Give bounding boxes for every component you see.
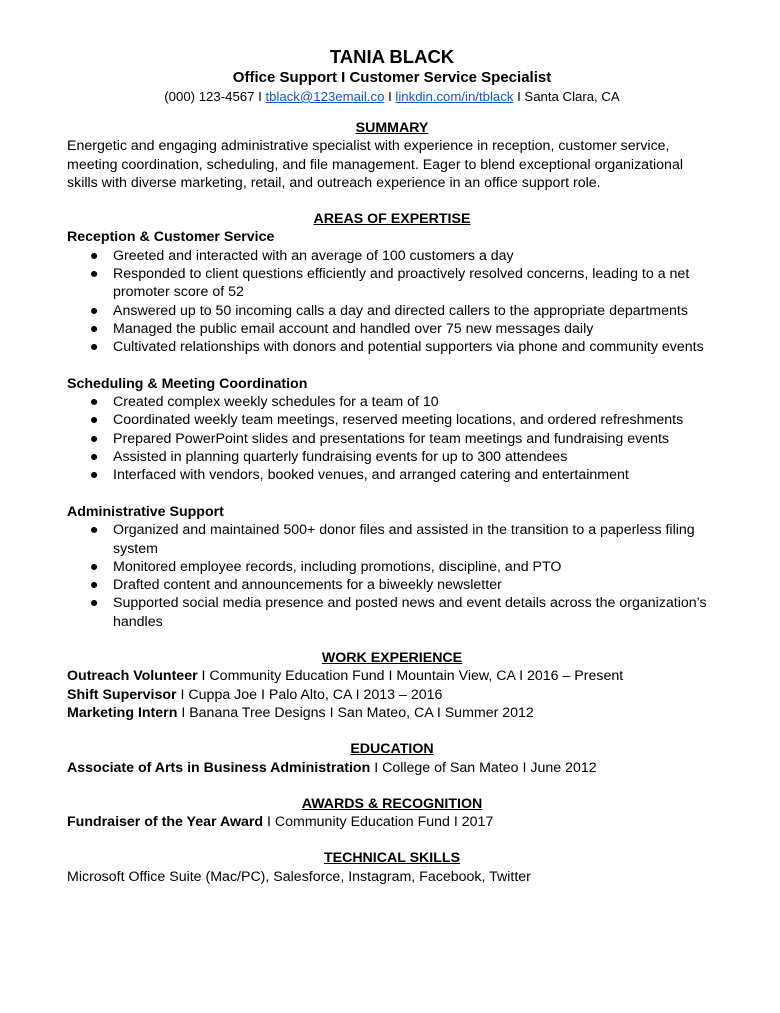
list-item	[67, 320, 717, 338]
candidate-title: Office Support I Customer Service Specialist	[232, 69, 552, 86]
bullet-icon: ●	[89, 449, 99, 466]
work-role: Shift Supervisor	[67, 686, 177, 703]
expertise-group-admin	[67, 503, 717, 631]
work-role: Outreach Volunteer	[67, 668, 198, 685]
work-role: Marketing Intern	[67, 704, 178, 721]
list-item	[67, 265, 717, 302]
linkedin-link[interactable]: linkdin.com/in/tblack	[395, 89, 514, 104]
contact-line	[67, 88, 717, 106]
list-item	[67, 430, 717, 448]
bullet-list	[67, 521, 717, 631]
list-item-text: Organized and maintained 500+ donor files and assisted in the transition to a paperless filing system	[113, 522, 695, 557]
list-item-text: Monitored employee records, including promotions, discipline, and PTO	[113, 558, 562, 575]
list-item-text: Coordinated weekly team meetings, reserved meeting locations, and ordered refreshments	[113, 412, 684, 429]
list-item	[67, 594, 717, 631]
education-entry	[67, 759, 717, 777]
list-item-text: Cultivated relationships with donors and potential supporters via phone and community events	[113, 339, 704, 356]
bullet-icon: ●	[89, 266, 99, 283]
list-item	[67, 521, 717, 558]
work-entry	[67, 704, 717, 722]
education-heading: EDUCATION	[350, 741, 434, 758]
bullet-icon: ●	[89, 522, 99, 539]
list-item-text: Drafted content and announcements for a biweekly newsletter	[113, 577, 502, 594]
list-item	[67, 247, 717, 265]
expertise-group-reception	[67, 228, 717, 356]
list-item	[67, 302, 717, 320]
bullet-icon: ●	[89, 339, 99, 356]
list-item-text: Supported social media presence and posted news and event details across the organization’s handles	[113, 595, 707, 630]
bullet-icon: ●	[89, 394, 99, 411]
awards-heading: AWARDS & RECOGNITION	[301, 795, 483, 812]
expertise-group-heading: Administrative Support	[67, 503, 224, 520]
list-item	[67, 338, 717, 356]
separator: I	[513, 89, 525, 104]
expertise-heading: AREAS OF EXPERTISE	[313, 211, 471, 228]
bullet-icon: ●	[89, 595, 99, 612]
list-item	[67, 411, 717, 429]
bullet-icon: ●	[89, 412, 99, 429]
list-item	[67, 448, 717, 466]
award-details: I Community Education Fund I 2017	[263, 814, 494, 831]
expertise-group-heading: Scheduling & Meeting Coordination	[67, 375, 308, 392]
list-item-text: Assisted in planning quarterly fundraising events for up to 300 attendees	[113, 449, 568, 466]
list-item-text: Greeted and interacted with an average of 100 customers a day	[113, 247, 514, 264]
list-item-text: Created complex weekly schedules for a team of 10	[113, 394, 439, 411]
list-item-text: Answered up to 50 incoming calls a day and directed callers to the appropriate departments	[113, 302, 688, 319]
work-entry	[67, 686, 717, 704]
expertise-group-scheduling	[67, 375, 717, 485]
degree: Associate of Arts in Business Administration	[67, 759, 371, 776]
bullet-icon: ●	[89, 558, 99, 575]
expertise-group-heading: Reception & Customer Service	[67, 229, 275, 246]
email-link[interactable]: tblack@123email.co	[265, 89, 385, 104]
list-item	[67, 466, 717, 484]
resume-page	[67, 46, 717, 886]
award-entry	[67, 813, 717, 831]
work-details: I Community Education Fund I Mountain View, CA I 2016 – Present	[197, 668, 624, 685]
bullet-list	[67, 247, 717, 357]
award-name: Fundraiser of the Year Award	[67, 814, 264, 831]
list-item	[67, 576, 717, 594]
bullet-icon: ●	[89, 430, 99, 447]
separator: I	[254, 89, 266, 104]
work-details: I Banana Tree Designs I San Mateo, CA I Summer 2012	[177, 704, 534, 721]
skills-text: Microsoft Office Suite (Mac/PC), Salesforce, Instagram, Facebook, Twitter	[67, 868, 531, 885]
bullet-icon: ●	[89, 302, 99, 319]
summary-heading: SUMMARY	[355, 120, 429, 136]
bullet-icon: ●	[89, 577, 99, 594]
summary-text: Energetic and engaging administrative specialist with experience in reception, customer service, meeting coordination, scheduling, and file management. Eager to blend exceptional organizational skills with diverse marketing, retail, and outreach experience in an office support role.	[67, 138, 683, 191]
bullet-list	[67, 393, 717, 484]
bullet-icon: ●	[89, 320, 99, 337]
list-item-text: Managed the public email account and handled over 75 new messages daily	[113, 320, 594, 337]
work-details: I Cuppa Joe I Palo Alto, CA I 2013 – 2016	[176, 686, 443, 703]
list-item-text: Prepared PowerPoint slides and presentations for team meetings and fundraising events	[113, 430, 670, 447]
skills-heading: TECHNICAL SKILLS	[323, 850, 461, 867]
list-item	[67, 393, 717, 411]
phone-number: (000) 123-4567	[164, 89, 255, 104]
bullet-icon: ●	[89, 247, 99, 264]
separator: I	[384, 89, 396, 104]
education-details: I College of San Mateo I June 2012	[370, 759, 597, 776]
list-item	[67, 558, 717, 576]
work-entry	[67, 667, 717, 685]
spacer	[67, 485, 717, 503]
spacer	[67, 357, 717, 375]
list-item-text: Responded to client questions efficiently and proactively resolved concerns, leading to a net promoter score of 52	[113, 266, 690, 301]
bullet-icon: ●	[89, 467, 99, 484]
list-item-text: Interfaced with vendors, booked venues, and arranged catering and entertainment	[113, 467, 629, 484]
work-heading: WORK EXPERIENCE	[321, 650, 463, 667]
location: Santa Clara, CA	[524, 89, 620, 104]
candidate-name: TANIA BLACK	[329, 46, 455, 67]
